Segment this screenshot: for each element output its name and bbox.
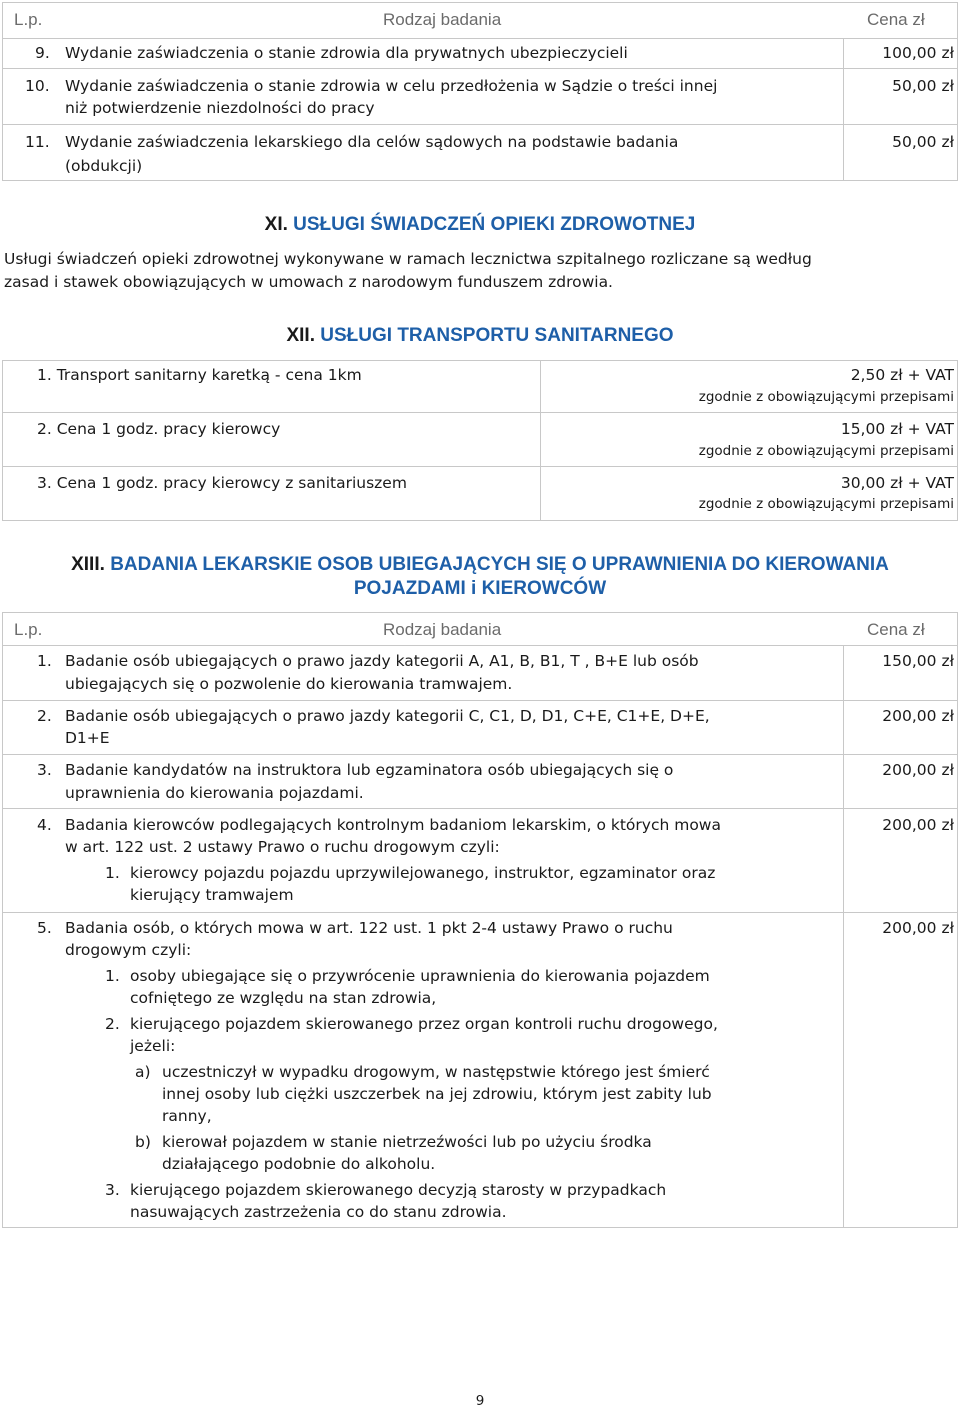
sub-item-number: 3. bbox=[105, 1181, 120, 1199]
section-title-xiii bbox=[0, 554, 960, 576]
row-description: 2. Cena 1 godz. pracy kierowcy bbox=[37, 420, 281, 438]
row-price: 15,00 zł + VAT bbox=[840, 420, 954, 438]
sub-item-number: 2. bbox=[105, 1015, 120, 1033]
row-description: Wydanie zaświadczenia o stanie zdrowia dla prywatnych ubezpieczycieli bbox=[65, 44, 628, 62]
sub-item-text: osoby ubiegające się o przywrócenie uprawnienia do kierowania pojazdem bbox=[130, 967, 710, 985]
row-price: 200,00 zł bbox=[882, 707, 954, 725]
row-description-cont: niż potwierdzenie niezdolności do pracy bbox=[65, 99, 375, 117]
row-description-cont: D1+E bbox=[65, 729, 110, 747]
section-number: XI. bbox=[264, 214, 288, 235]
column-header-rodzaj: Rodzaj badania bbox=[383, 10, 502, 29]
row-description: Badanie osób ubiegających o prawo jazdy kategorii A, A1, B, B1, T , B+E lub osób bbox=[65, 652, 699, 670]
sub-item-text: kierującego pojazdem skierowanego przez organ kontroli ruchu drogowego, bbox=[130, 1015, 718, 1033]
row-description-cont: (obdukcji) bbox=[65, 157, 143, 175]
sub-sub-item-letter: a) bbox=[135, 1063, 151, 1081]
section-paragraph: Usługi świadczeń opieki zdrowotnej wykonywane w ramach lecznictwa szpitalnego rozliczane są według bbox=[4, 250, 812, 268]
row-number: 4. bbox=[37, 816, 52, 834]
row-description: 1. Transport sanitarny karetką - cena 1km bbox=[37, 366, 362, 384]
row-description: Wydanie zaświadczenia lekarskiego dla celów sądowych na podstawie badania bbox=[65, 133, 679, 151]
row-price: 50,00 zł bbox=[892, 133, 954, 151]
row-price: 200,00 zł bbox=[882, 761, 954, 779]
section-title-xi bbox=[0, 214, 960, 236]
column-header-lp: L.p. bbox=[14, 10, 43, 29]
row-price: 150,00 zł bbox=[882, 652, 954, 670]
row-note: zgodnie z obowiązującymi przepisami bbox=[698, 389, 954, 405]
row-description: Wydanie zaświadczenia o stanie zdrowia w celu przedłożenia w Sądzie o treści innej bbox=[65, 77, 718, 95]
row-number: 1. bbox=[37, 652, 52, 670]
row-description-cont: drogowym czyli: bbox=[65, 941, 192, 959]
row-number: 9. bbox=[35, 44, 50, 62]
section-title-xii bbox=[0, 325, 960, 347]
section-paragraph-cont: zasad i stawek obowiązujących w umowach z narodowym funduszem zdrowia. bbox=[4, 273, 613, 291]
row-description: 3. Cena 1 godz. pracy kierowcy z sanitariuszem bbox=[37, 474, 407, 492]
page-number: 9 bbox=[475, 1393, 485, 1409]
row-price: 2,50 zł + VAT bbox=[850, 366, 954, 384]
sub-item-text: kierującego pojazdem skierowanego decyzją starosty w przypadkach bbox=[130, 1181, 667, 1199]
section-title-text: USŁUGI TRANSPORTU SANITARNEGO bbox=[320, 325, 674, 346]
sub-sub-item-text-cont: ranny, bbox=[162, 1107, 212, 1125]
column-header-cena: Cena zł bbox=[867, 620, 925, 639]
sub-item-text-cont: nasuwających zastrzeżenia co do stanu zdrowia. bbox=[130, 1203, 507, 1221]
row-price: 200,00 zł bbox=[882, 816, 954, 834]
section-title-xiii-cont: POJAZDAMI i KIEROWCÓW bbox=[353, 578, 607, 599]
row-description: Badania osób, o których mowa w art. 122 ust. 1 pkt 2-4 ustawy Prawo o ruchu bbox=[65, 919, 673, 937]
row-description: Badanie osób ubiegających o prawo jazdy kategorii C, C1, D, D1, C+E, C1+E, D+E, bbox=[65, 707, 710, 725]
sub-sub-item-text: kierował pojazdem w stanie nietrzeźwości lub po użyciu środka bbox=[162, 1133, 652, 1151]
row-description-cont: uprawnienia do kierowania pojazdami. bbox=[65, 784, 364, 802]
row-description: Badanie kandydatów na instruktora lub egzaminatora osób ubiegających się o bbox=[65, 761, 674, 779]
section-title-text: BADANIA LEKARSKIE OSOB UBIEGAJĄCYCH SIĘ O UPRAWNIENIA DO KIEROWANIA bbox=[110, 554, 889, 575]
row-description: Badania kierowców podlegających kontrolnym badaniom lekarskim, o których mowa bbox=[65, 816, 721, 834]
sub-sub-item-text-cont: działającego podobnie do alkoholu. bbox=[162, 1155, 436, 1173]
row-number: 10. bbox=[25, 77, 50, 95]
row-note: zgodnie z obowiązującymi przepisami bbox=[698, 496, 954, 512]
row-description-cont: w art. 122 ust. 2 ustawy Prawo o ruchu drogowym czyli: bbox=[65, 838, 500, 856]
sub-item-text: kierowcy pojazdu pojazdu uprzywilejowanego, instruktor, egzaminator oraz bbox=[130, 864, 716, 882]
sub-item-text-cont: cofniętego ze względu na stan zdrowia, bbox=[130, 989, 437, 1007]
column-header-rodzaj: Rodzaj badania bbox=[383, 620, 502, 639]
row-description-cont: ubiegających się o pozwolenie do kierowania tramwajem. bbox=[65, 675, 513, 693]
row-price: 50,00 zł bbox=[892, 77, 954, 95]
row-number: 2. bbox=[37, 707, 52, 725]
sub-sub-item-text: uczestniczył w wypadku drogowym, w następstwie którego jest śmierć bbox=[162, 1063, 710, 1081]
sub-item-text-cont: kierujący tramwajem bbox=[130, 886, 294, 904]
sub-item-number: 1. bbox=[105, 967, 120, 985]
column-header-lp: L.p. bbox=[14, 620, 43, 639]
sub-sub-item-letter: b) bbox=[135, 1133, 151, 1151]
row-price: 100,00 zł bbox=[882, 44, 954, 62]
row-price: 30,00 zł + VAT bbox=[840, 474, 954, 492]
section-title-text: USŁUGI ŚWIADCZEŃ OPIEKI ZDROWOTNEJ bbox=[293, 214, 696, 235]
row-number: 3. bbox=[37, 761, 52, 779]
sub-item-number: 1. bbox=[105, 864, 120, 882]
sub-sub-item-text-cont: innej osoby lub ciężki uszczerbek na jej zdrowiu, którym jest zabity lub bbox=[162, 1085, 712, 1103]
row-number: 11. bbox=[25, 133, 50, 151]
sub-item-text-cont: jeżeli: bbox=[130, 1037, 176, 1055]
section-number: XII. bbox=[286, 325, 315, 346]
column-header-cena: Cena zł bbox=[867, 10, 925, 29]
row-price: 200,00 zł bbox=[882, 919, 954, 937]
row-note: zgodnie z obowiązującymi przepisami bbox=[698, 443, 954, 459]
section-number: XIII. bbox=[71, 554, 105, 575]
row-number: 5. bbox=[37, 919, 52, 937]
